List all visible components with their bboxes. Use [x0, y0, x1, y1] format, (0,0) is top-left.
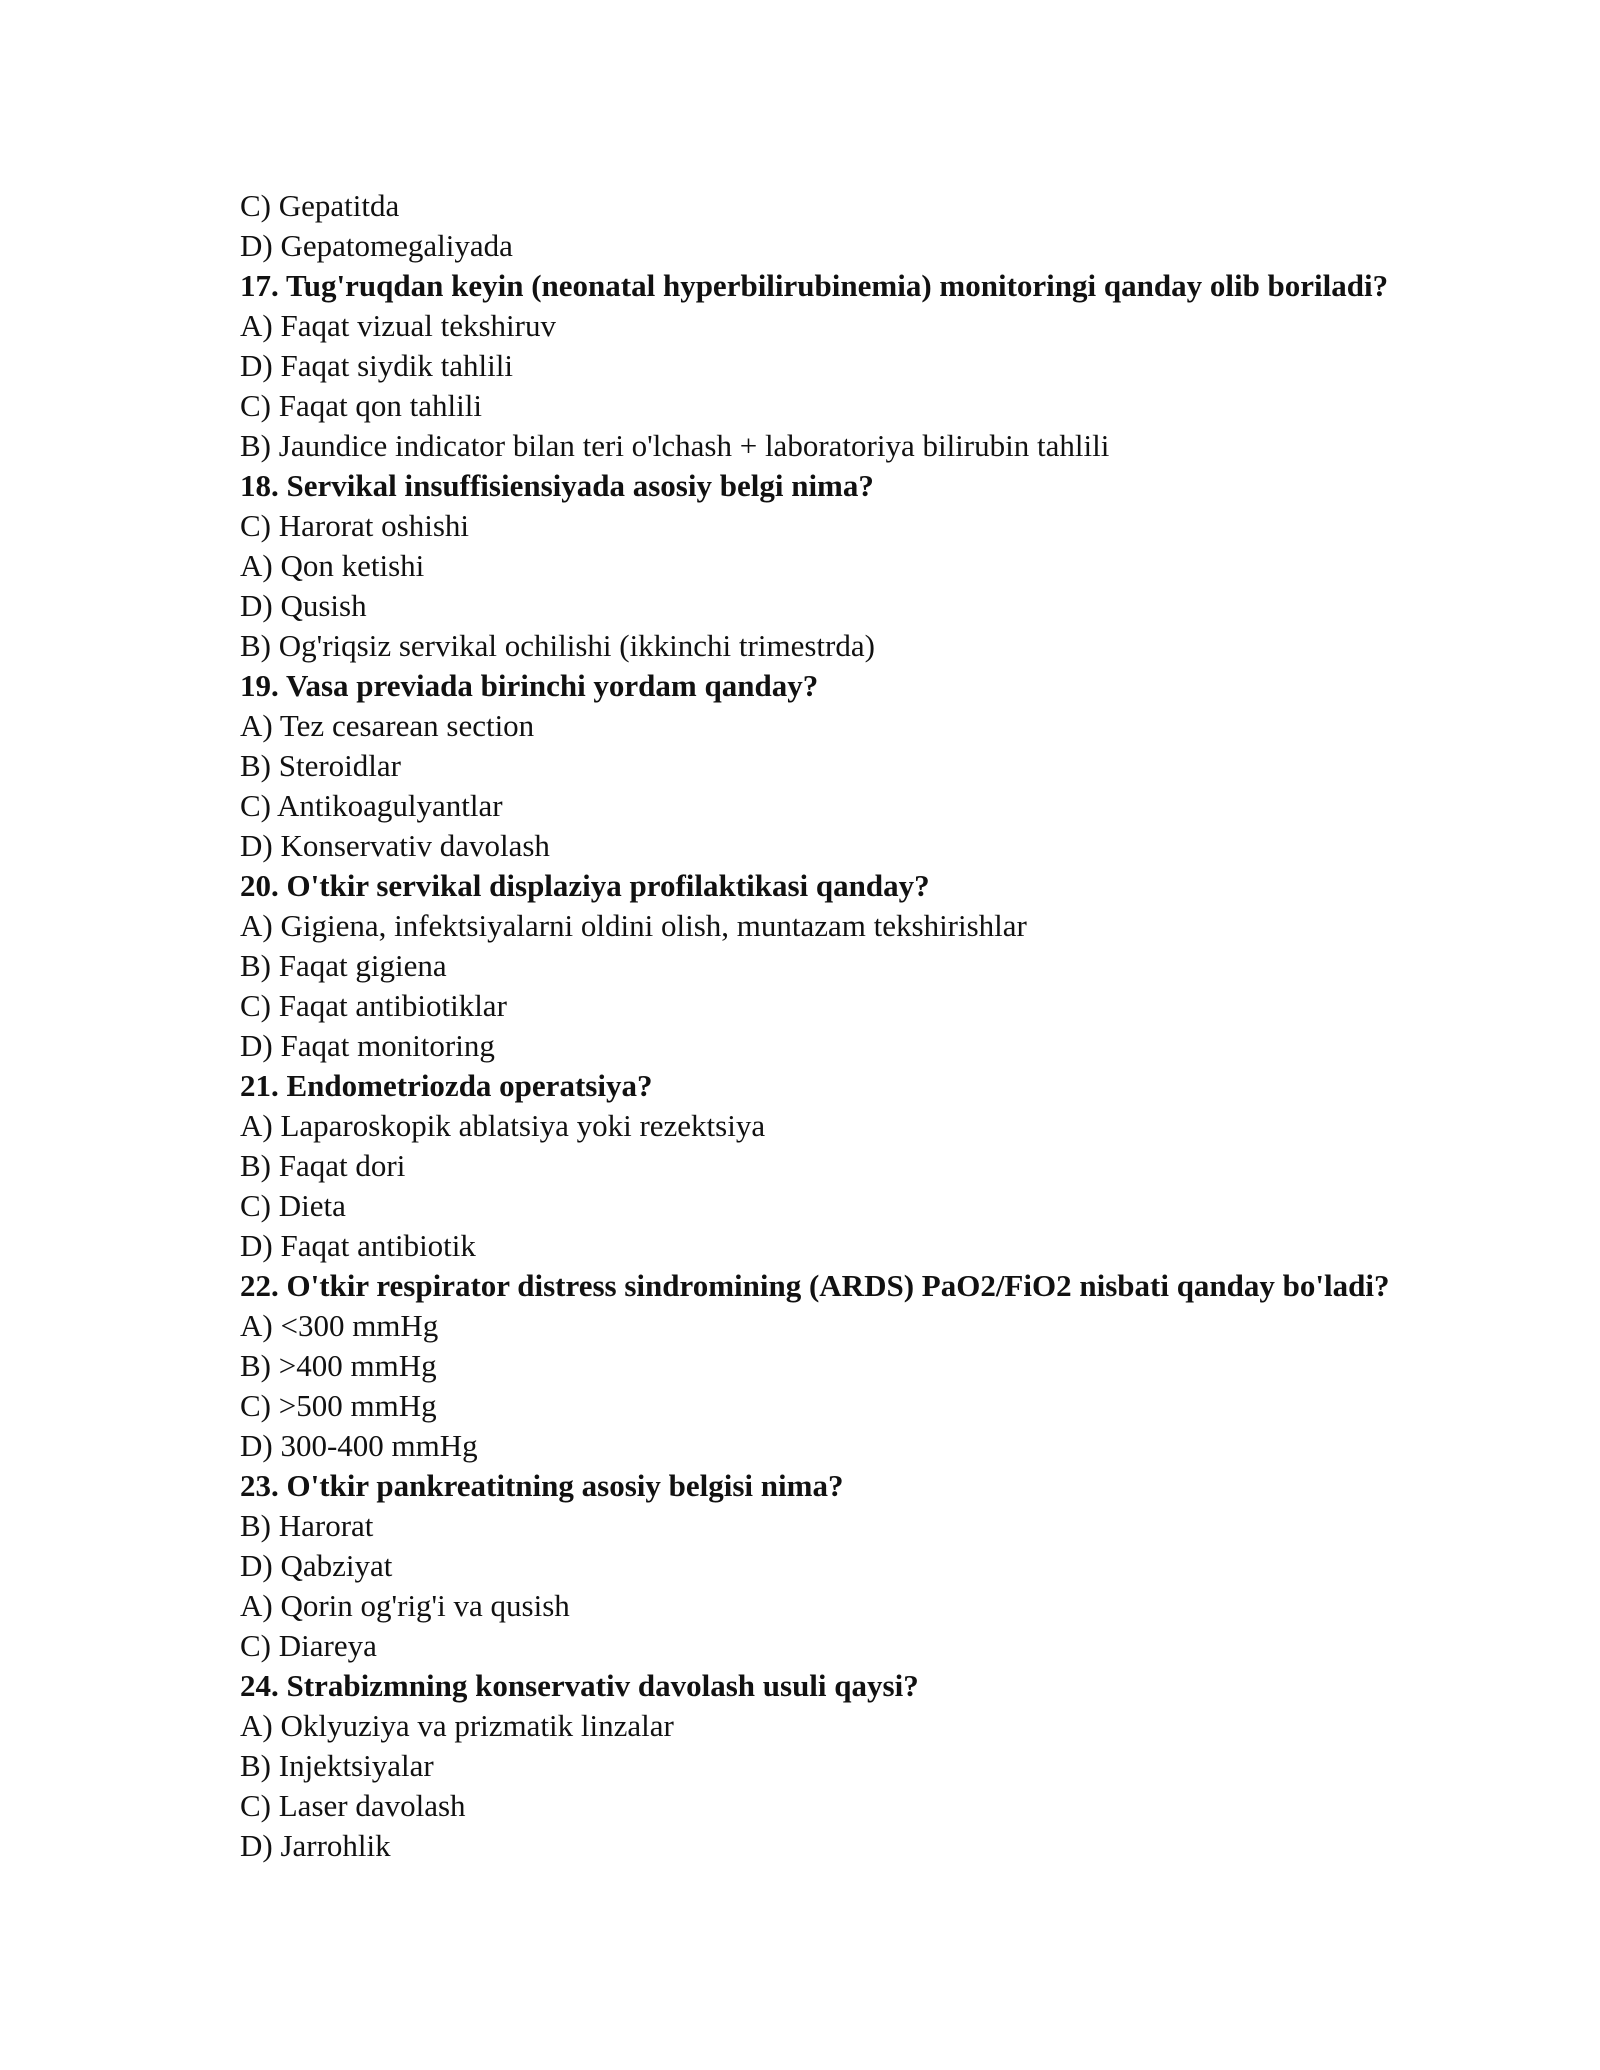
- answer-option: D) Qusish: [240, 588, 367, 623]
- question-heading: 17. Tug'ruqdan keyin (neonatal hyperbilirubinemia) monitoringi qanday olib boriladi?: [240, 268, 1389, 303]
- question-heading: 21. Endometriozda operatsiya?: [240, 1068, 653, 1103]
- answer-option: D) Faqat antibiotik: [240, 1228, 476, 1263]
- answer-option: D) Jarrohlik: [240, 1828, 391, 1863]
- answer-option: D) Qabziyat: [240, 1548, 393, 1583]
- answer-option: C) Faqat antibiotiklar: [240, 988, 507, 1023]
- document-body: [240, 186, 1420, 1866]
- answer-option: C) Faqat qon tahlili: [240, 388, 482, 423]
- answer-option: A) Laparoskopik ablatsiya yoki rezektsiya: [240, 1108, 766, 1143]
- answer-option: C) Laser davolash: [240, 1788, 466, 1823]
- answer-option: D) 300-400 mmHg: [240, 1428, 478, 1463]
- question-heading: 18. Servikal insuffisiensiyada asosiy belgi nima?: [240, 468, 874, 503]
- answer-option: B) Faqat gigiena: [240, 948, 447, 983]
- answer-option: B) Steroidlar: [240, 748, 401, 783]
- answer-option: D) Konservativ davolash: [240, 828, 550, 863]
- answer-option: A) Qorin og'rig'i va qusish: [240, 1588, 570, 1623]
- answer-option: A) <300 mmHg: [240, 1308, 439, 1343]
- answer-option: A) Qon ketishi: [240, 548, 425, 583]
- answer-option: A) Oklyuziya va prizmatik linzalar: [240, 1708, 674, 1743]
- answer-option: A) Gigiena, infektsiyalarni oldini olish, muntazam tekshirishlar: [240, 908, 1027, 943]
- answer-option: C) Gepatitda: [240, 188, 400, 223]
- answer-option: B) >400 mmHg: [240, 1348, 437, 1383]
- answer-option: C) >500 mmHg: [240, 1388, 437, 1423]
- answer-option: B) Jaundice indicator bilan teri o'lchash + laboratoriya bilirubin tahlili: [240, 428, 1110, 463]
- question-heading: 23. O'tkir pankreatitning asosiy belgisi nima?: [240, 1468, 844, 1503]
- answer-option: B) Og'riqsiz servikal ochilishi (ikkinchi trimestrda): [240, 628, 875, 663]
- answer-option: D) Gepatomegaliyada: [240, 228, 513, 263]
- answer-option: A) Faqat vizual tekshiruv: [240, 308, 556, 343]
- question-heading: 20. O'tkir servikal displaziya profilaktikasi qanday?: [240, 868, 930, 903]
- answer-option: C) Harorat oshishi: [240, 508, 470, 543]
- answer-option: C) Antikoagulyantlar: [240, 788, 503, 823]
- answer-option: D) Faqat siydik tahlili: [240, 348, 513, 383]
- answer-option: D) Faqat monitoring: [240, 1028, 495, 1063]
- answer-option: B) Harorat: [240, 1508, 374, 1543]
- answer-option: C) Dieta: [240, 1188, 346, 1223]
- question-heading: 24. Strabizmning konservativ davolash usuli qaysi?: [240, 1668, 919, 1703]
- answer-option: B) Faqat dori: [240, 1148, 406, 1183]
- question-heading: 19. Vasa previada birinchi yordam qanday?: [240, 668, 819, 703]
- answer-option: A) Tez cesarean section: [240, 708, 535, 743]
- question-heading: 22. O'tkir respirator distress sindromining (ARDS) PaO2/FiO2 nisbati qanday bo'ladi?: [240, 1268, 1390, 1303]
- answer-option: B) Injektsiyalar: [240, 1748, 434, 1783]
- answer-option: C) Diareya: [240, 1628, 377, 1663]
